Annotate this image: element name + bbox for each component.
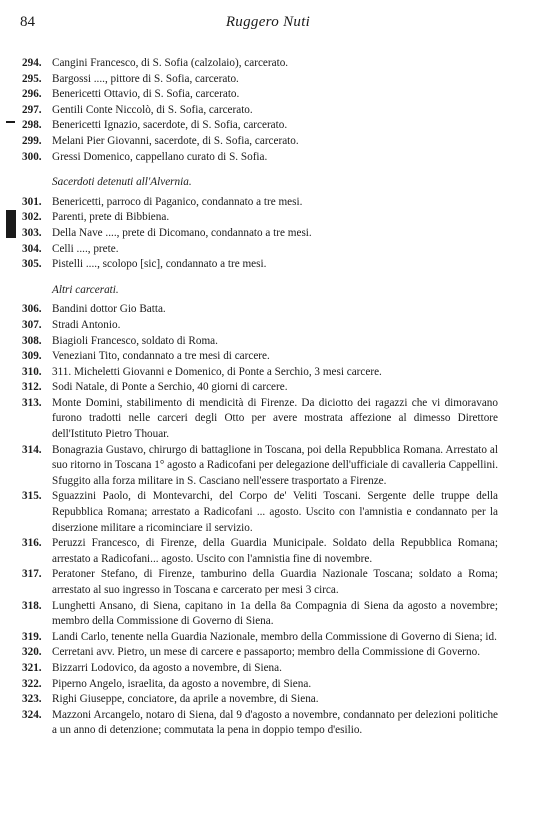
- list-item: [22, 396, 498, 443]
- document-body: [22, 56, 498, 739]
- entry-number: 302.: [22, 211, 42, 224]
- margin-bar-mark: [6, 210, 16, 238]
- list-item: [22, 318, 498, 334]
- entry-number: 303.: [22, 226, 42, 239]
- entry-text: Sodi Natale, di Ponte a Serchio, 40 giorni di carcere.: [52, 381, 288, 394]
- entry-list-a: [22, 56, 498, 165]
- entry-number: 309.: [22, 350, 42, 363]
- list-item: [22, 257, 498, 273]
- entry-number: 301.: [22, 195, 42, 208]
- entry-text: Veneziani Tito, condannato a tre mesi di carcere.: [52, 350, 270, 363]
- list-item: [22, 645, 498, 661]
- list-item: [22, 349, 498, 365]
- entry-number: 295.: [22, 72, 42, 85]
- list-item: [22, 365, 498, 381]
- margin-dash-mark: [6, 121, 15, 123]
- entry-text: Celli ...., prete.: [52, 242, 119, 255]
- entry-text: Cangini Francesco, di S. Sofia (calzolaio), carcerato.: [52, 57, 289, 69]
- entry-text: Pistelli ...., scolopo [sic], condannato a tre mesi.: [52, 258, 267, 271]
- entry-text: Piperno Angelo, israelita, da agosto a novembre, di Siena.: [52, 677, 312, 690]
- entry-text: Stradi Antonio.: [52, 318, 121, 331]
- entry-text: Bargossi ...., pittore di S. Sofia, carcerato.: [52, 72, 239, 85]
- entry-text: Lunghetti Ansano, di Siena, capitano in 1a della 8a Compagnia di Siena da agosto a novembre; membro della Commissione di Governo di Siena.: [52, 599, 498, 628]
- entry-text: Sguazzini Paolo, di Montevarchi, del Corpo de' Veliti Toscani. Sergente delle truppe della Repubblica Romana; arrestato a Radicofani ... agosto. Uscito con l'amnistia e condannato per la diserzione militare a ricominciare il servizio.: [52, 490, 498, 534]
- list-item: [22, 630, 498, 646]
- entry-text: Benericetti Ottavio, di S. Sofia, carcerato.: [52, 88, 240, 101]
- list-item: [22, 489, 498, 536]
- entry-number: 299.: [22, 134, 42, 147]
- list-item: [22, 677, 498, 693]
- entry-text: Cerretani avv. Pietro, un mese di carcere e passaporto; membro della Commissione di Governo.: [52, 646, 481, 659]
- entry-text: Peratoner Stefano, di Firenze, tamburino della Guardia Nazionale Toscana; soldato a Roma; arrestato al suo ingresso in Toscana e carcerato per mesi 3 circa.: [52, 568, 498, 596]
- section-heading-altri: Altri carcerati.: [52, 283, 119, 296]
- entry-number: 307.: [22, 318, 42, 331]
- entry-number: 294.: [22, 57, 42, 69]
- running-title: Ruggero Nuti: [225, 14, 311, 30]
- list-item: [22, 56, 498, 72]
- entry-number: 300.: [22, 150, 42, 163]
- entry-list-b: [22, 195, 498, 273]
- entry-text: Bandini dottor Gio Batta.: [52, 303, 166, 316]
- list-item: [22, 242, 498, 258]
- entry-number: 310.: [22, 365, 42, 378]
- entry-number: 296.: [22, 88, 42, 101]
- list-item: [22, 380, 498, 396]
- entry-text: Bizzarri Lodovico, da agosto a novembre, di Siena.: [52, 661, 282, 674]
- list-item: [22, 103, 498, 119]
- entry-text: Melani Pier Giovanni, sacerdote, di S. Sofia, carcerato.: [52, 134, 299, 147]
- entry-text: Gentili Conte Niccolò, di S. Sofia, carcerato.: [52, 103, 253, 116]
- entry-text: Mazzoni Arcangelo, notaro di Siena, dal 9 d'agosto a novembre, condannato per delezioni politiche a un anno di detenzione; commutata la pena in doppio tempo d'esilio.: [52, 708, 498, 737]
- entry-text: Gressi Domenico, cappellano curato di S. Sofia.: [52, 150, 268, 163]
- entry-number: 320.: [22, 646, 42, 659]
- entry-text: Benericetti, parroco di Paganico, condannato a tre mesi.: [52, 195, 303, 208]
- entry-number: 317.: [22, 568, 42, 581]
- entry-number: 315.: [22, 490, 42, 503]
- entry-number: 318.: [22, 599, 42, 612]
- entry-text: Landi Carlo, tenente nella Guardia Nazionale, membro della Commissione di Governo di Siena; id.: [52, 630, 497, 643]
- entry-number: 298.: [22, 119, 42, 132]
- list-item: [22, 210, 498, 226]
- list-item: [22, 443, 498, 490]
- list-item: [22, 150, 498, 166]
- entry-number: 314.: [22, 443, 42, 456]
- list-item: [22, 134, 498, 150]
- entry-number: 319.: [22, 630, 42, 643]
- entry-number: 297.: [22, 103, 42, 116]
- entry-list-c: [22, 302, 498, 739]
- section-heading-alvernia: Sacerdoti detenuti all'Alvernia.: [52, 176, 192, 189]
- list-item: [22, 536, 498, 567]
- entry-text: Peruzzi Francesco, di Firenze, della Guardia Municipale. Soldato della Repubblica Romana; arrestato a Radicofani... agosto. Uscito con l'amnistia fine di novembre.: [52, 537, 498, 565]
- entry-text: Biagioli Francesco, soldato di Roma.: [52, 334, 218, 347]
- list-item: [22, 226, 498, 242]
- entry-number: 313.: [22, 396, 42, 409]
- list-item: [22, 72, 498, 88]
- list-item: [22, 87, 498, 103]
- list-item: [22, 302, 498, 318]
- entry-text: Bonagrazia Gustavo, chirurgo di battaglione in Toscana, poi della Repubblica Romana. Arrestato al suo ritorno in Toscana 1° agosto a Radicofani per delegazione dell'ufficiale di cavalleria Cappellini. Sfuggito alla forza militare in S. Casciano nell'essere trasportato a Firenze.: [52, 443, 498, 487]
- list-item: [22, 567, 498, 598]
- entry-number: 324.: [22, 708, 42, 721]
- entry-text: Della Nave ...., prete di Dicomano, condannato a tre mesi.: [52, 226, 312, 239]
- entry-number: 308.: [22, 334, 42, 347]
- page-header: [20, 14, 516, 36]
- page-number: 84: [20, 14, 35, 30]
- list-item: [22, 661, 498, 677]
- entry-number: 306.: [22, 303, 42, 316]
- entry-text: Parenti, prete di Bibbiena.: [52, 211, 170, 224]
- entry-number: 321.: [22, 661, 42, 674]
- list-item: [22, 118, 498, 134]
- entry-number: 312.: [22, 381, 42, 394]
- entry-text: 311. Micheletti Giovanni e Domenico, di Ponte a Serchio, 3 mesi carcere.: [52, 365, 382, 378]
- entry-number: 322.: [22, 677, 42, 690]
- entry-text: Benericetti Ignazio, sacerdote, di S. Sofia, carcerato.: [52, 119, 288, 132]
- entry-text: Righi Giuseppe, conciatore, da aprile a novembre, di Siena.: [52, 693, 319, 706]
- entry-number: 316.: [22, 537, 42, 550]
- list-item: [22, 692, 498, 708]
- entry-number: 305.: [22, 258, 42, 271]
- list-item: [22, 708, 498, 739]
- entry-text: Monte Domini, stabilimento di mendicità di Firenze. Da diciotto dei ragazzi che vi dimoravano furono tradotti nelle carceri degli Otto per avere mostrata affezione al dimesso Direttore dell'Istituto Pietro Thouar.: [52, 396, 498, 441]
- entry-number: 304.: [22, 242, 42, 255]
- list-item: [22, 195, 498, 211]
- list-item: [22, 599, 498, 630]
- entry-number: 323.: [22, 693, 42, 706]
- list-item: [22, 334, 498, 350]
